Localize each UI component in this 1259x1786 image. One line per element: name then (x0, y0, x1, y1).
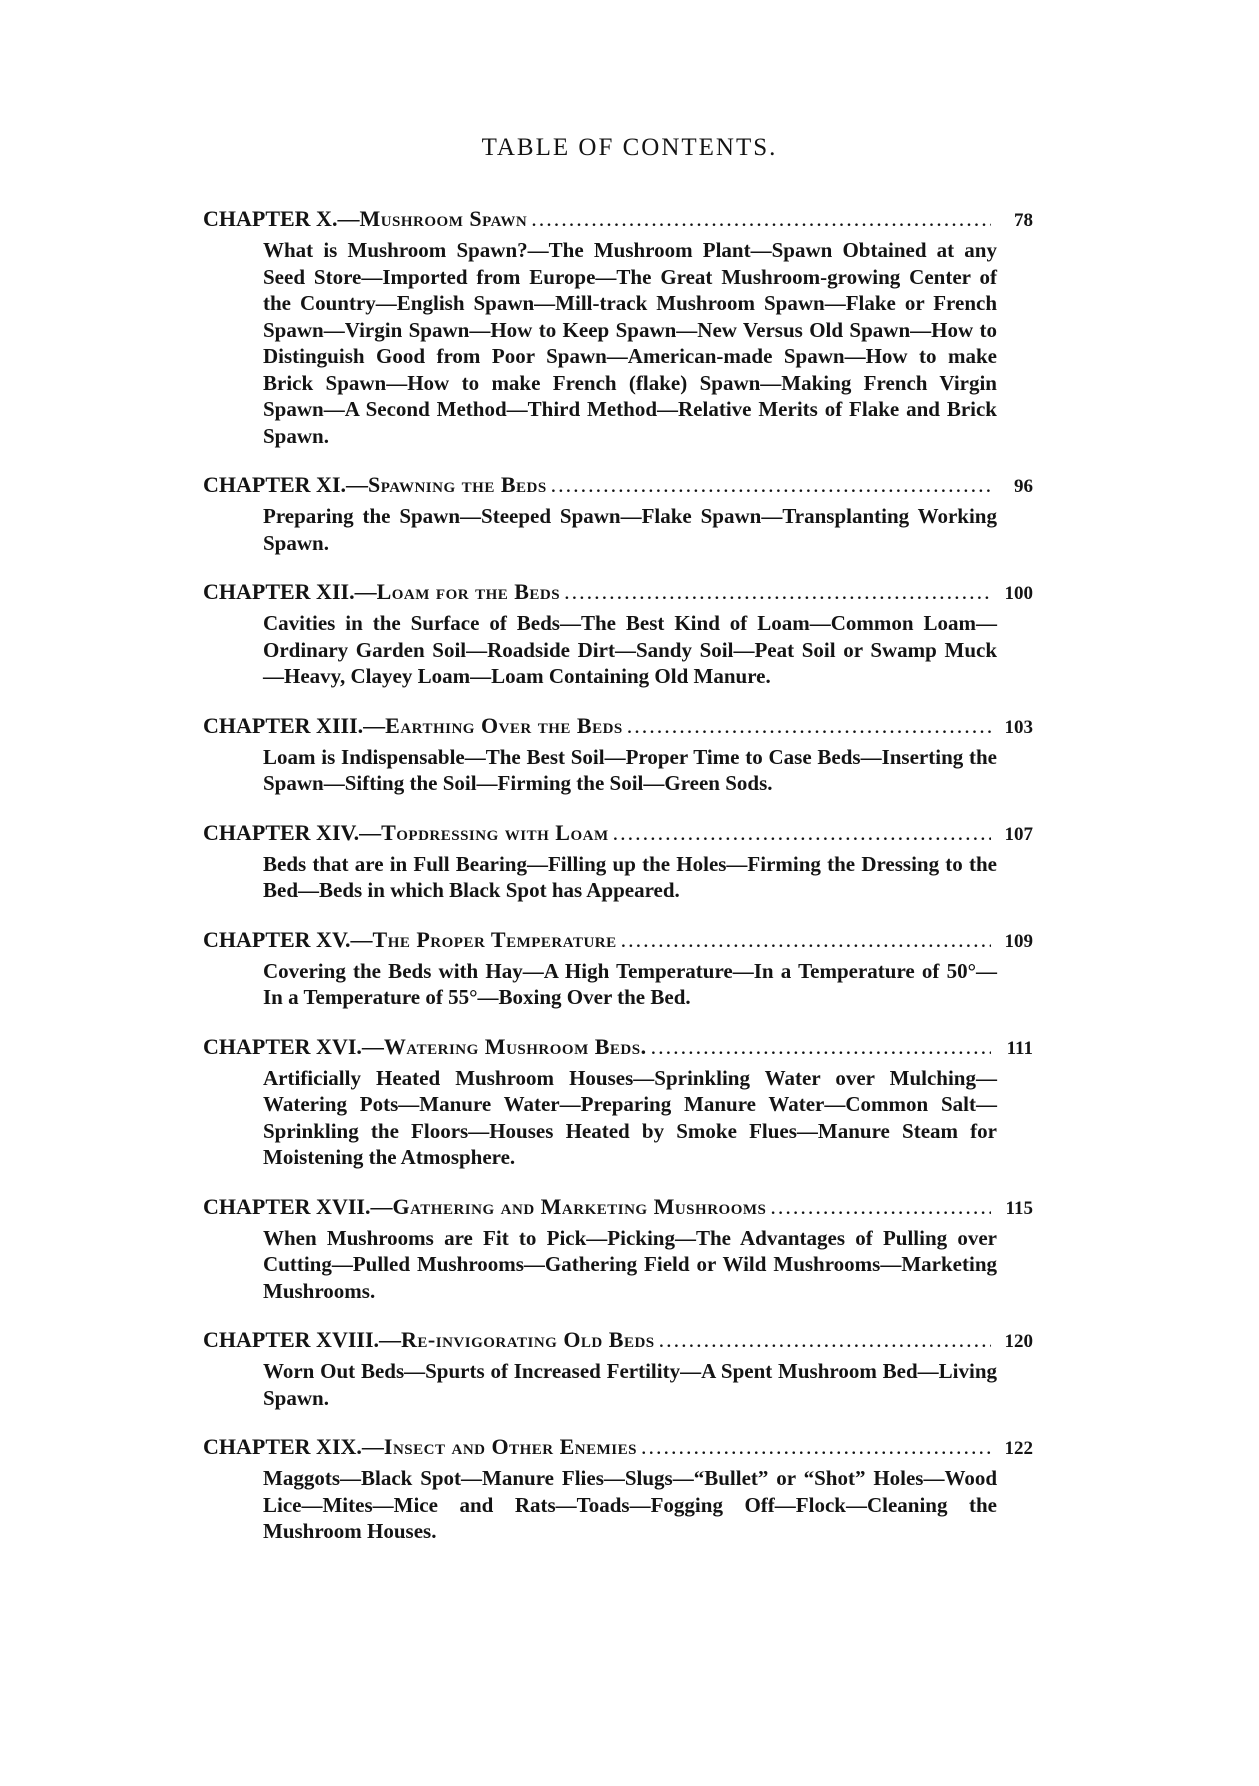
chapter-summary: Preparing the Spawn—Steeped Spawn—Flake Spawn—Transplanting Working Spawn. (263, 504, 997, 555)
chapter-heading-line: CHAPTER XI. — Spawning the Beds ..... 96 (203, 471, 1033, 501)
toc-entry-chapter-16 (203, 1033, 1033, 1171)
chapter-number: CHAPTER XV. (203, 926, 351, 952)
chapter-page-number: 109 (1004, 930, 1033, 952)
toc-entry-chapter-11 (203, 471, 1033, 556)
dot-leader (613, 819, 991, 847)
chapter-heading-line: CHAPTER X. — Mushroom Spawn ..... 78 (203, 205, 1033, 235)
chapter-summary: When Mushrooms are Fit to Pick—Picking—The Advantages of Pulling over Cutting—Pulled Mushrooms—Gathering Field or Wild Mushrooms—Marketing Mushrooms. (263, 1225, 997, 1303)
table-of-contents (203, 205, 1033, 1567)
chapter-heading-line: CHAPTER XIII. — Earthing Over the Beds ..... 103 (203, 712, 1033, 742)
dot-leader (651, 1033, 991, 1061)
chapter-page-number: 78 (1014, 210, 1033, 231)
chapter-title: Earthing Over the Beds (385, 712, 623, 738)
chapter-heading-line: CHAPTER XII. — Loam for the Beds ..... 100 (203, 578, 1033, 608)
chapter-number: CHAPTER XII. (203, 579, 355, 604)
chapter-number: CHAPTER XIV. (203, 819, 360, 845)
chapter-title: Watering Mushroom Beds. (383, 1033, 647, 1059)
dot-leader (531, 205, 991, 233)
chapter-number: CHAPTER X. (203, 206, 338, 231)
chapter-number: CHAPTER XIX. (203, 1434, 362, 1459)
chapter-summary: Worn Out Beds—Spurts of Increased Fertility—A Spent Mushroom Bed—Living Spawn. (263, 1359, 997, 1410)
chapter-heading-line: CHAPTER XVII. — Gathering and Marketing Mushrooms ..... 115 (203, 1193, 1033, 1223)
chapter-page-number: 120 (1004, 1331, 1033, 1352)
chapter-page-number: 103 (1004, 716, 1033, 738)
chapter-title: Insect and Other Enemies (383, 1434, 637, 1459)
chapter-number: CHAPTER XI. (203, 472, 347, 497)
page-title: TABLE OF CONTENTS. (481, 134, 778, 161)
chapter-number: CHAPTER XVIII. (203, 1327, 380, 1352)
chapter-summary: What is Mushroom Spawn?—The Mushroom Plant—Spawn Obtained at any Seed Store—Imported from Europe—The Great Mushroom-growing Center of the Country—English Spawn—Mill-track Mushroom Spawn—Flake or French Spawn—Virgin Spawn—How to Keep Spawn—New Versus Old Spawn—How to Distinguish Good from Poor Spawn—American-made Spawn—How to make Brick Spawn—How to make French (flake) Spawn—Making French Virgin Spawn—A Second Method—Third Method—Relative Merits of Flake and Brick Spawn. (263, 238, 997, 448)
chapter-title: Mushroom Spawn (359, 206, 528, 231)
chapter-summary: Cavities in the Surface of Beds—The Best Kind of Loam—Common Loam—Ordinary Garden Soil—Roadside Dirt—Sandy Soil—Peat Soil or Swamp Muck—Heavy, Clayey Loam—Loam Containing Old Manure. (263, 611, 997, 688)
chapter-summary: Beds that are in Full Bearing—Filling up the Holes—Firming the Dressing to the Bed—Beds in which Black Spot has Appeared. (263, 851, 997, 902)
chapter-page-number: 115 (1005, 1197, 1033, 1219)
dot-leader (770, 1193, 991, 1221)
chapter-page-number: 107 (1004, 823, 1033, 845)
chapter-number: CHAPTER XVII. (203, 1193, 371, 1219)
chapter-heading-line: CHAPTER XV. — The Proper Temperature ..... 109 (203, 926, 1033, 956)
chapter-number: CHAPTER XVI. (203, 1033, 362, 1059)
chapter-summary: Covering the Beds with Hay—A High Temperature—In a Temperature of 50°—In a Temperature of 55°—Boxing Over the Bed. (263, 958, 997, 1009)
chapter-heading-line: CHAPTER XVIII. — Re-invigorating Old Beds ..... 120 (203, 1326, 1033, 1356)
chapter-page-number: 96 (1014, 476, 1033, 497)
dot-leader (641, 1433, 991, 1461)
chapter-summary: Loam is Indispensable—The Best Soil—Proper Time to Case Beds—Inserting the Spawn—Sifting the Soil—Firming the Soil—Green Sods. (263, 744, 997, 795)
toc-entry-chapter-15 (203, 926, 1033, 1011)
chapter-summary: Artificially Heated Mushroom Houses—Sprinkling Water over Mulching—Watering Pots—Manure Water—Preparing Manure Water—Common Salt—Sprinkling the Floors—Houses Heated by Smoke Flues—Manure Steam for Moistening the Atmosphere. (263, 1065, 997, 1169)
chapter-heading-line: CHAPTER XIX. — Insect and Other Enemies ..... 122 (203, 1433, 1033, 1463)
chapter-title: Topdressing with Loam (381, 819, 609, 845)
chapter-page-number: 111 (1006, 1037, 1033, 1059)
dot-leader (621, 926, 991, 954)
toc-entry-chapter-13 (203, 712, 1033, 797)
chapter-page-number: 100 (1004, 583, 1033, 604)
dot-leader (627, 712, 991, 740)
chapter-title: Gathering and Marketing Mushrooms (392, 1193, 767, 1219)
chapter-heading-line: CHAPTER XIV. — Topdressing with Loam ..... 107 (203, 819, 1033, 849)
toc-entry-chapter-10 (203, 205, 1033, 449)
toc-entry-chapter-17 (203, 1193, 1033, 1305)
chapter-heading-line: CHAPTER XVI. — Watering Mushroom Beds. ..... 111 (203, 1033, 1033, 1063)
toc-entry-chapter-12 (203, 578, 1033, 690)
dot-leader (659, 1326, 991, 1354)
chapter-page-number: 122 (1004, 1438, 1033, 1459)
chapter-title: Re-invigorating Old Beds (401, 1327, 655, 1352)
toc-entry-chapter-18 (203, 1326, 1033, 1411)
dot-leader (551, 471, 991, 499)
chapter-summary: Maggots—Black Spot—Manure Flies—Slugs—“Bullet” or “Shot” Holes—Wood Lice—Mites—Mice and Rats—Toads—Fogging Off—Flock—Cleaning the Mushroom Houses. (263, 1466, 997, 1543)
toc-entry-chapter-19 (203, 1433, 1033, 1545)
chapter-number: CHAPTER XIII. (203, 712, 364, 738)
dot-leader (564, 578, 991, 606)
toc-entry-chapter-14 (203, 819, 1033, 904)
chapter-title: The Proper Temperature (372, 926, 617, 952)
chapter-title: Spawning the Beds (368, 472, 547, 497)
chapter-title: Loam for the Beds (376, 579, 561, 604)
